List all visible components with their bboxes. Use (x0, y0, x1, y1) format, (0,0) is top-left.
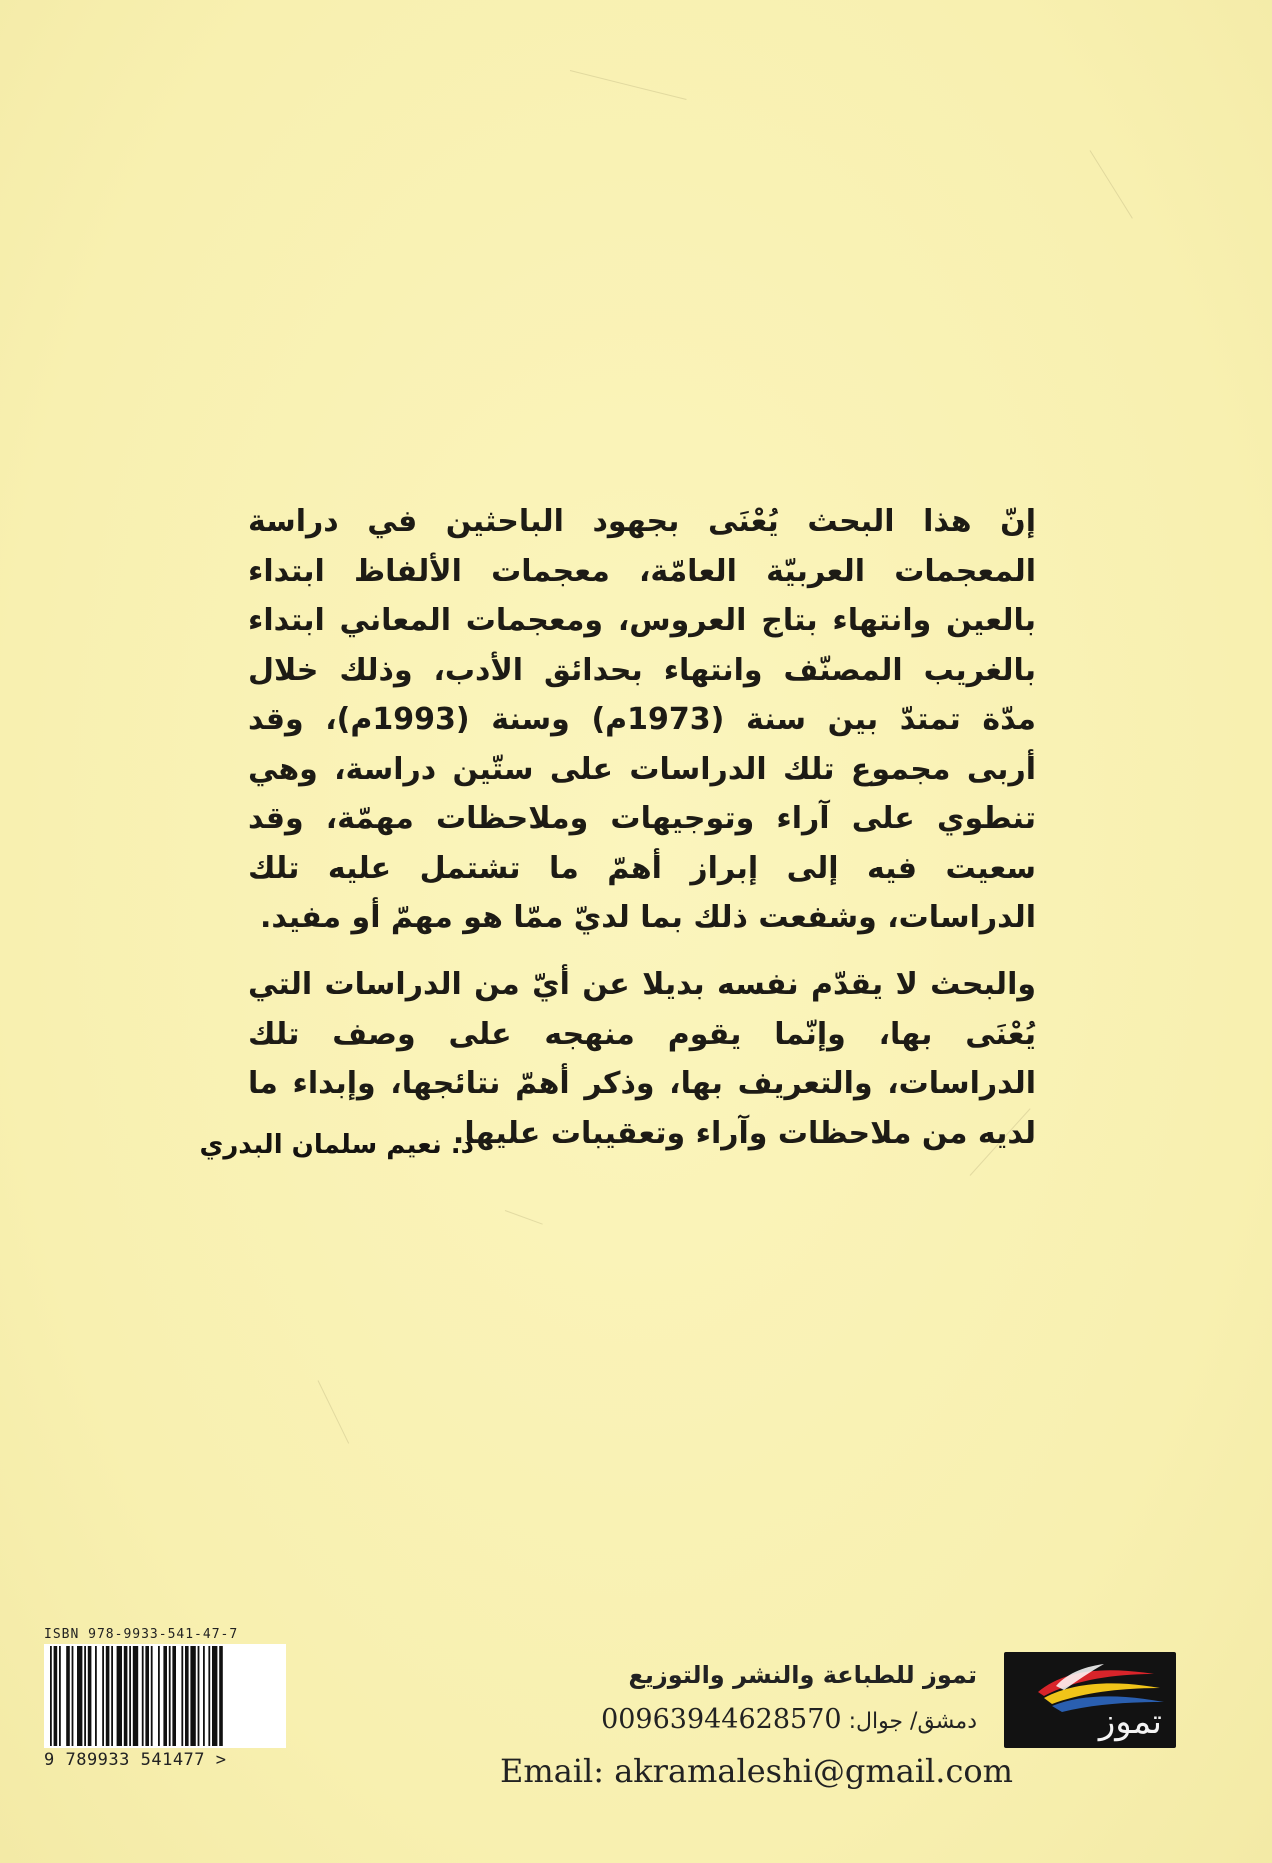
author-signature: د. نعيم سلمان البدري (199, 1130, 474, 1160)
publisher-info (601, 1655, 977, 1747)
paper-crease (318, 1380, 350, 1443)
barcode-graphic (44, 1644, 286, 1748)
paper-crease (1090, 150, 1133, 218)
publisher-phone-line (601, 1695, 977, 1747)
publisher-email: Email: akramaleshi@gmail.com (500, 1752, 1013, 1790)
phone-label: دمشق/ جوال: (848, 1709, 977, 1734)
isbn-label: ISBN 978-9933-541-47-7 (44, 1627, 239, 1642)
description-paragraph-1: إنّ هذا البحث يُعْنَى بجهود الباحثين في دراسة المعجمات العربيّة العامّة، معجمات الألفاظ ابتداء بالعين وانتهاء بتاج العروس، ومعجمات المعاني ابتداء بالغريب المصنّف وانتهاء بحدائق الأدب، وذلك خلال مدّة تمتدّ بين سنة (1973م) وسنة (1993م)، وقد أربى مجموع تلك الدراسات على ستّين دراسة، وهي تنطوي على آراء وتوجيهات وملاحظات مهمّة، وقد سعيت فيه إلى إبراز أهمّ ما تشتمل عليه تلك الدراسات، وشفعت ذلك بما لديّ ممّا هو مهمّ أو مفيد. (248, 504, 1036, 935)
description-paragraph-2: والبحث لا يقدّم نفسه بديلا عن أيّ من الدراسات التي يُعْنَى بها، وإنّما يقوم منهجه على وصف تلك الدراسات، والتعريف بها، وذكر أهمّ نتائجها، وإبداء ما لديه من ملاحظات وآراء وتعقيبات عليها. (248, 967, 1036, 1151)
isbn-barcode (44, 1626, 286, 1776)
barcode-digits: 9 789933 541477 > (44, 1750, 227, 1770)
publisher-name: تموز للطباعة والنشر والتوزيع (628, 1661, 977, 1689)
publisher-logo (1004, 1652, 1176, 1748)
paper-crease (570, 70, 687, 100)
logo-wordmark: تموز (1098, 1702, 1162, 1742)
barcode-bars (44, 1644, 286, 1748)
paper-crease (505, 1210, 543, 1225)
phone-number: 00963944628570 (601, 1704, 842, 1735)
